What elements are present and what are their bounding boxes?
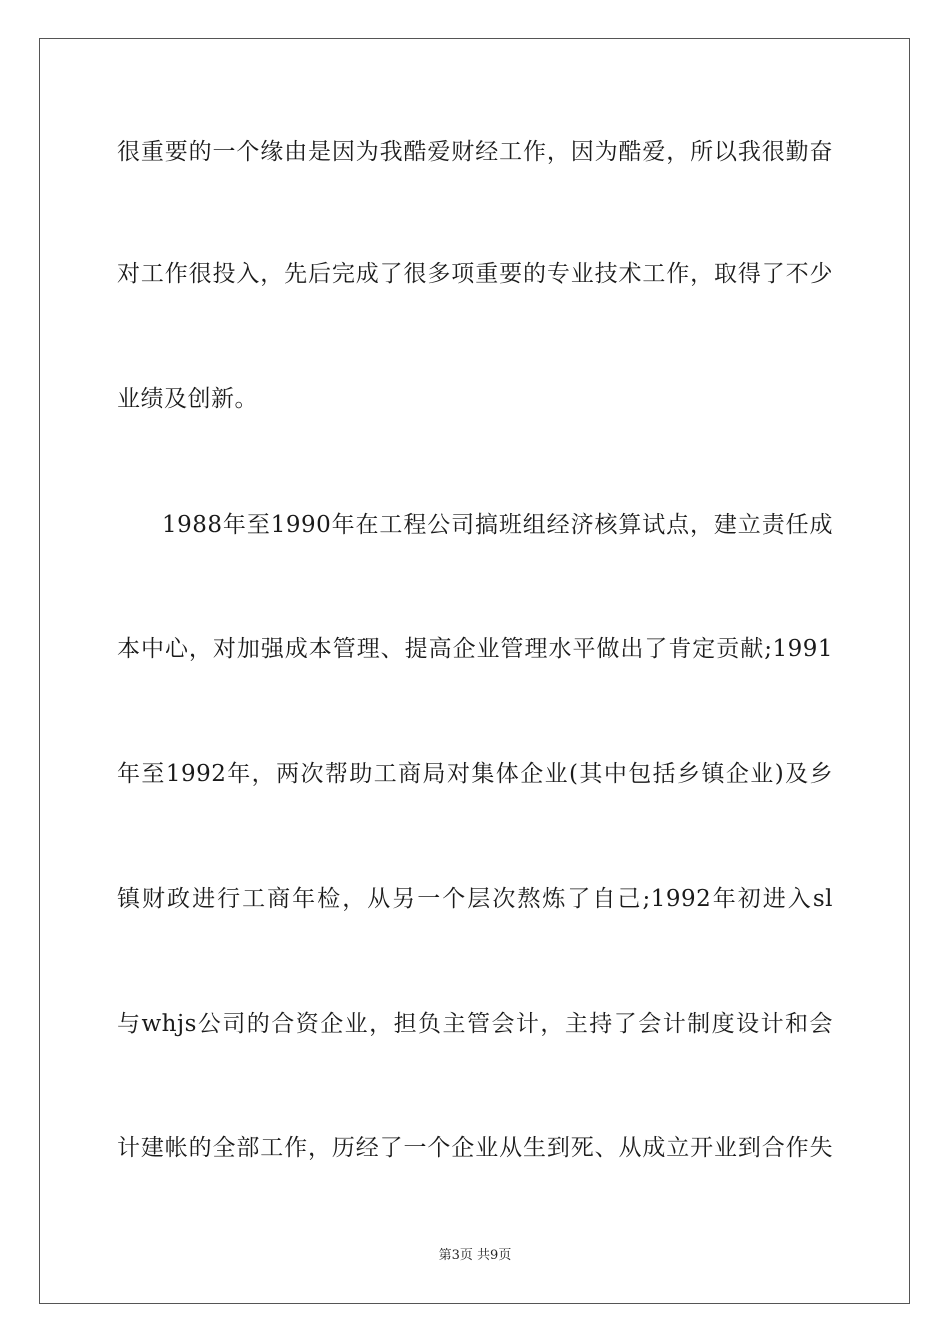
page-border [39,38,910,1304]
text-line-4: 1988年至1990年在工程公司搞班组经济核算试点，建立责任成 [162,512,833,538]
text-line-7: 镇财政进行工商年检，从另一个层次熬炼了自己;1992年初进入sl [117,886,833,912]
text-line-3: 业绩及创新。 [117,386,258,412]
text-line-5: 本中心，对加强成本管理、提高企业管理水平做出了肯定贡献;1991 [117,636,833,662]
text-line-9: 计建帐的全部工作，历经了一个企业从生到死、从成立开业到合作失 [117,1135,833,1161]
text-line-8: 与whjs公司的合资企业，担负主管会计，主持了会计制度设计和会 [117,1011,833,1037]
page-number-footer: 第3页 共9页 [438,1248,512,1263]
text-line-1: 很重要的一个缘由是因为我酷爱财经工作，因为酷爱，所以我很勤奋 [117,139,833,165]
text-line-6: 年至1992年，两次帮助工商局对集体企业(其中包括乡镇企业)及乡 [117,761,833,787]
text-line-2: 对工作很投入，先后完成了很多项重要的专业技术工作，取得了不少 [117,261,833,287]
